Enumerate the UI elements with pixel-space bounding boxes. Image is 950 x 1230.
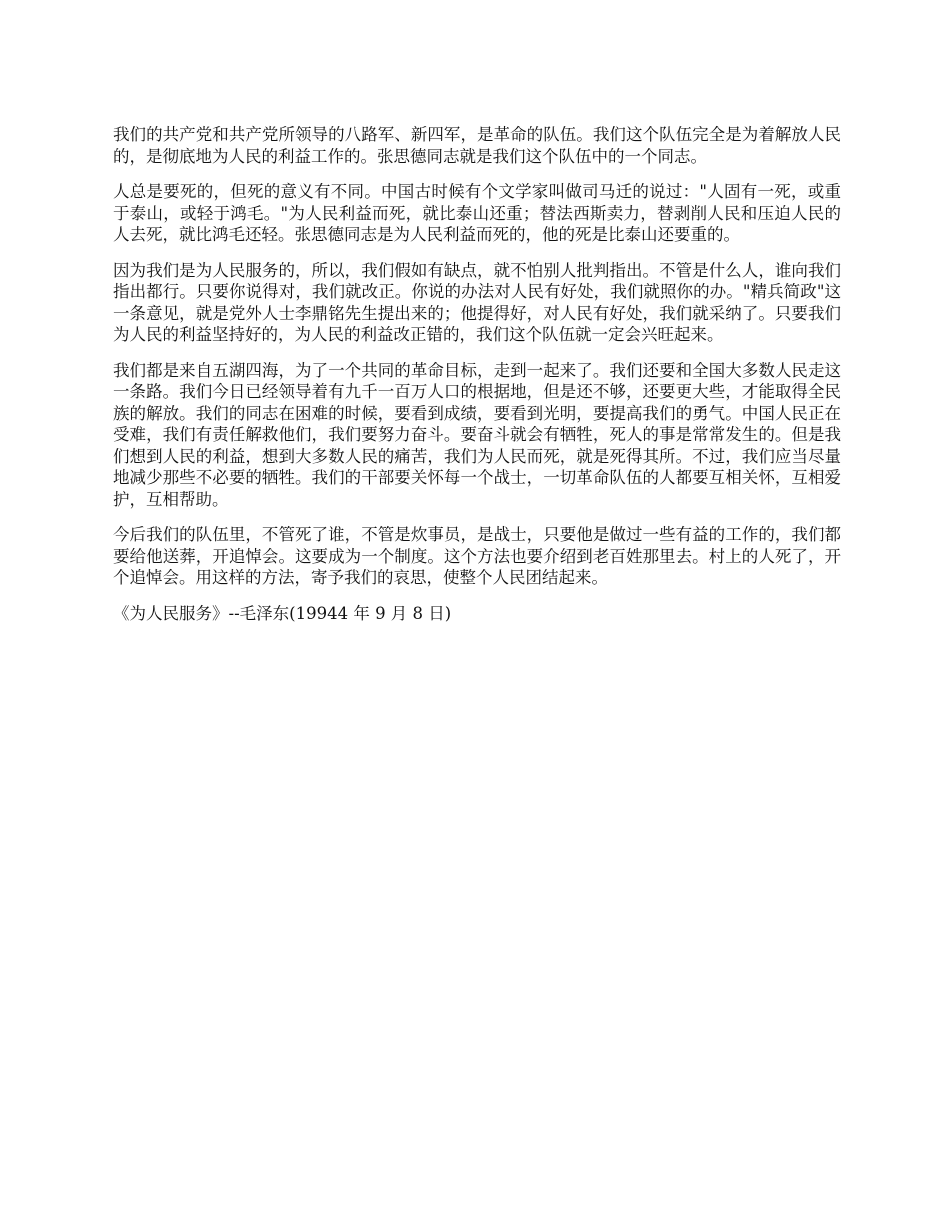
paragraph: 我们的共产党和共产党所领导的八路军、新四军，是革命的队伍。我们这个队伍完全是为着解放人民的，是彻底地为人民的利益工作的。张思德同志就是我们这个队伍中的一个同志。 bbox=[113, 125, 841, 166]
paragraph: 我们都是来自五湖四海，为了一个共同的革命目标，走到一起来了。我们还要和全国大多数人民走这一条路。我们今日已经领导着有九千一百万人口的根据地，但是还不够，还要更大些，才能取得全民族的解放。我们的同志在困难的时候，要看到成绩，要看到光明，要提高我们的勇气。中国人民正在受难，我们有责任解救他们，我们要努力奋斗。要奋斗就会有牺牲，死人的事是常常发生的。但是我们想到人民的利益，想到大多数人民的痛苦，我们为人民而死，就是死得其所。不过，我们应当尽量地减少那些不必要的牺牲。我们的干部要关怀每一个战士，一切革命队伍的人都要互相关怀，互相爱护，互相帮助。 bbox=[113, 360, 841, 509]
paragraph: 因为我们是为人民服务的，所以，我们假如有缺点，就不怕别人批判指出。不管是什么人，谁向我们指出都行。只要你说得对，我们就改正。你说的办法对人民有好处，我们就照你的办。"精兵简政"这一条意见，就是党外人士李鼎铭先生提出来的；他提得好，对人民有好处，我们就采纳了。只要我们为人民的利益坚持好的，为人民的利益改正错的，我们这个队伍就一定会兴旺起来。 bbox=[113, 260, 841, 344]
document-body bbox=[113, 124, 841, 624]
paragraph: 今后我们的队伍里，不管死了谁，不管是炊事员，是战士，只要他是做过一些有益的工作的，我们都要给他送葬，开追悼会。这要成为一个制度。这个方法也要介绍到老百姓那里去。村上的人死了，开个追悼会。用这样的方法，寄予我们的哀思，使整个人民团结起来。 bbox=[113, 525, 841, 587]
paragraph: 人总是要死的，但死的意义有不同。中国古时候有个文学家叫做司马迁的说过："人固有一死，或重于泰山，或轻于鸿毛。"为人民利益而死，就比泰山还重；替法西斯卖力，替剥削人民和压迫人民的人去死，就比鸿毛还轻。张思德同志是为人民利益而死的，他的死是比泰山还要重的。 bbox=[113, 182, 841, 244]
source-attribution: 《为人民服务》--毛泽东(19944 年 9 月 8 日) bbox=[113, 603, 452, 623]
